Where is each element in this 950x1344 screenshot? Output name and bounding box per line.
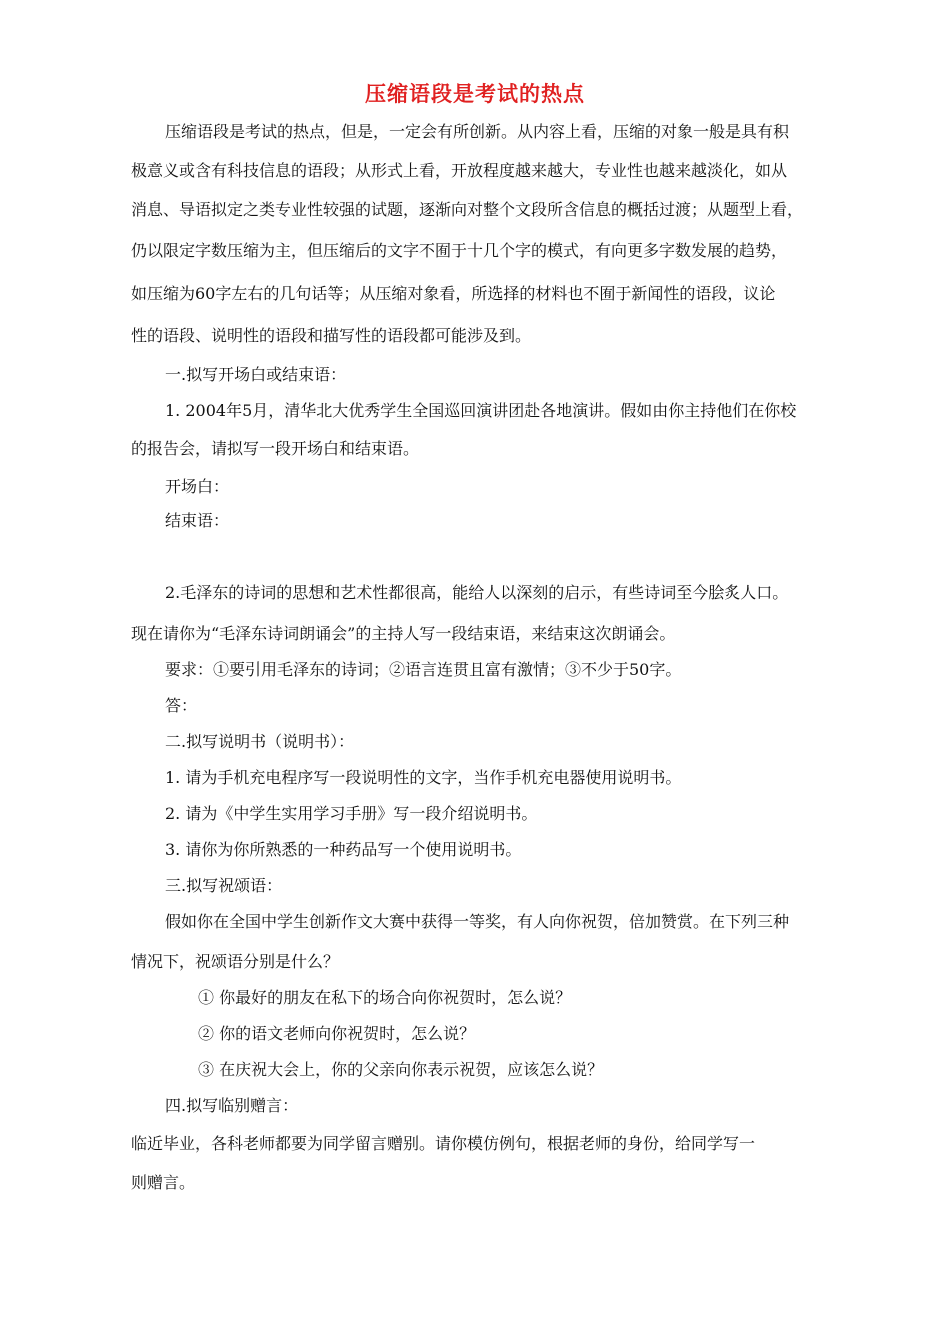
list-item: 1. 请为手机充电程序写一段说明性的文字，当作手机充电器使用说明书。 — [165, 768, 682, 787]
list-item: ① 你最好的朋友在私下的场合向你祝贺时，怎么说？ — [198, 988, 572, 1007]
intro-line: 仍以限定字数压缩为主，但压缩后的文字不囿于十几个字的模式，有向更多字数发展的趋势， — [131, 241, 788, 260]
intro-line: 如压缩为60字左右的几句话等；从压缩对象看，所选择的材料也不囿于新闻性的语段，议论 — [131, 284, 776, 303]
list-item: ② 你的语文老师向你祝贺时，怎么说？ — [198, 1024, 476, 1043]
intro-line: 消息、导语拟定之类专业性较强的试题，逐渐向对整个文段所含信息的概括过渡；从题型上看， — [131, 200, 804, 219]
intro-line: 压缩语段是考试的热点，但是，一定会有所创新。从内容上看，压缩的对象一般是具有积 — [165, 122, 790, 141]
section-heading: 一.拟写开场白或结束语： — [165, 365, 347, 384]
question-line: 2.毛泽东的诗词的思想和艺术性都很高，能给人以深刻的启示，有些诗词至今脍炙人口。 — [165, 583, 789, 602]
requirement-line: 要求：①要引用毛泽东的诗词；②语言连贯且富有激情；③不少于50字。 — [165, 660, 682, 679]
list-item: ③ 在庆祝大会上，你的父亲向你表示祝贺，应该怎么说？ — [198, 1060, 604, 1079]
section-heading: 四.拟写临别赠言： — [165, 1096, 299, 1115]
closing-label: 结束语： — [165, 511, 230, 530]
paragraph-line: 则赠言。 — [131, 1173, 196, 1192]
list-item: 3. 请你为你所熟悉的一种药品写一个使用说明书。 — [165, 840, 522, 859]
opening-label: 开场白： — [165, 477, 230, 496]
question-line: 现在请你为“毛泽东诗词朗诵会”的主持人写一段结束语，来结束这次朗诵会。 — [131, 624, 676, 643]
paragraph-line: 情况下，祝颂语分别是什么？ — [131, 952, 340, 971]
paragraph-line: 临近毕业，各科老师都要为同学留言赠别。请你模仿例句，根据老师的身份，给同学写一 — [131, 1134, 756, 1153]
answer-label: 答： — [165, 696, 198, 715]
intro-line: 极意义或含有科技信息的语段；从形式上看，开放程度越来越大，专业性也越来越淡化，如从 — [131, 161, 788, 180]
section-heading: 三.拟写祝颂语： — [165, 876, 283, 895]
question-line: 的报告会，请拟写一段开场白和结束语。 — [131, 439, 420, 458]
section-heading: 二.拟写说明书（说明书）： — [165, 732, 355, 751]
paragraph-line: 假如你在全国中学生创新作文大赛中获得一等奖，有人向你祝贺，倍加赞赏。在下列三种 — [165, 912, 790, 931]
list-item: 2. 请为《中学生实用学习手册》写一段介绍说明书。 — [165, 804, 538, 823]
question-line: 1. 2004年5月，清华北大优秀学生全国巡回演讲团赴各地演讲。假如由你主持他们在你校 — [165, 401, 797, 420]
document-title: 压缩语段是考试的热点 — [365, 81, 585, 106]
intro-line: 性的语段、说明性的语段和描写性的语段都可能涉及到。 — [131, 326, 532, 345]
